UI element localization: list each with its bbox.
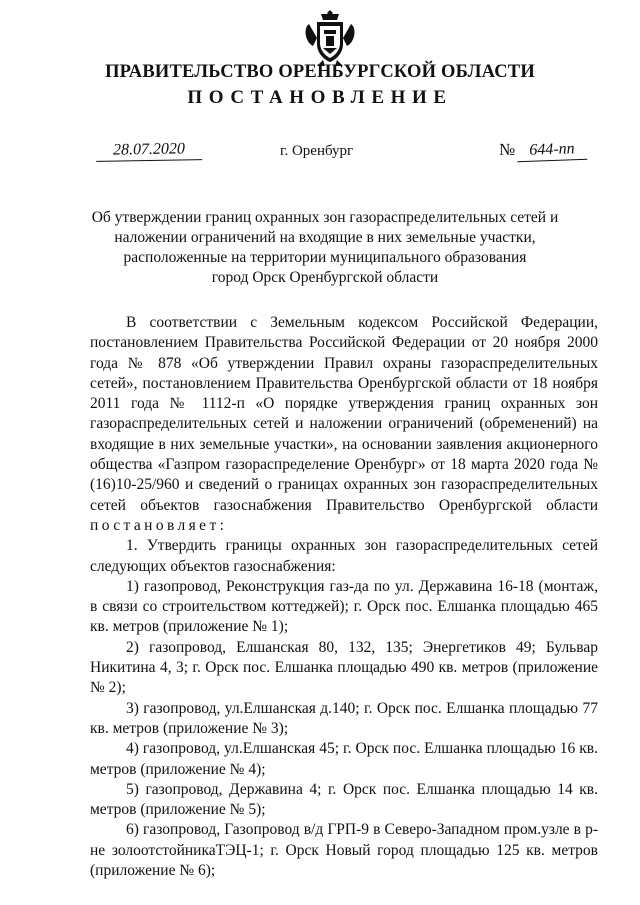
government-title: ПРАВИТЕЛЬСТВО ОРЕНБУРГСКОЙ ОБЛАСТИ (105, 62, 535, 82)
body-paragraph: 1) газопровод, Реконструкция газ-да по ул. Державина 16-18 (монтаж, в связи со строительством коттеджей); г. Орск пос. Елшанка площадью 465 кв. метров (приложение № 1); (90, 577, 598, 636)
preamble-paragraph (90, 313, 598, 536)
body-paragraph: 1. Утвердить границы охранных зон газораспределительных сетей следующих объектов газоснабжения: (90, 537, 598, 575)
subject-line: город Орск Оренбургской области (211, 269, 439, 286)
resolves-word: постановляет: (90, 516, 228, 534)
document-body (90, 313, 598, 881)
body-paragraph: 2) газопровод, Елшанская 80, 132, 135; Энергетиков 49; Бульвар Никитина 4, 3; г. Орск пос. Елшанка площадью 490 кв. метров (приложение № 2); (90, 638, 598, 697)
document-subject (90, 208, 560, 288)
document-number-label: № (499, 140, 516, 159)
body-paragraph: 4) газопровод, ул.Елшанская 45; г. Орск пос. Елшанка площадью 16 кв. метров (приложение № 4); (90, 740, 598, 778)
document-number: 644-пп (517, 139, 588, 162)
preamble-text: В соответствии с Земельным кодексом Российской Федерации, постановлением Правительства Российской Федерации от 20 ноября 2000 года № 878 «Об утверждении Правил охраны газораспределительных сетей», постановлением Правительства Оренбургской области от 18 ноября 2011 года № 1112-п «О порядке утверждения границ охранных зон газораспределительных сетей и наложении ограничений (обременений) на входящие в них земельные участки», на основании заявления акционерного общества «Газпром газораспределение Оренбург» от 18 марта 2020 года № (16)10-25/960 и сведений о границах охранных зон газораспределительных сетей объектов газоснабжения Правительство Оренбургской области (90, 314, 598, 514)
subject-line: Об утверждении границ охранных зон газораспределительных сетей и (91, 209, 559, 226)
document-type-title: ПОСТАНОВЛЕНИЕ (187, 87, 453, 108)
body-paragraph: 3) газопровод, ул.Елшанская д.140; г. Орск пос. Елшанка площадью 77 кв. метров (приложение № 3); (90, 699, 598, 737)
coat-of-arms-icon (301, 8, 359, 68)
subject-line: наложении ограничений на входящие в них земельные участки, (114, 229, 536, 246)
body-paragraph: 6) газопровод, Газопровод в/д ГРП-9 в Северо-Западном пром.узле в р-не золоотстойникаТЭЦ-1; г. Орск Новый город площадью 125 кв. метров (приложение № 6); (90, 821, 598, 880)
document-city: г. Оренбург (280, 143, 354, 159)
body-paragraph: 5) газопровод, Державина 4; г. Орск пос. Елшанка площадью 14 кв. метров (приложение № 5); (90, 780, 598, 819)
document-date: 28.07.2020 (96, 139, 202, 162)
subject-line: расположенные на территории муниципального образования (123, 249, 527, 266)
